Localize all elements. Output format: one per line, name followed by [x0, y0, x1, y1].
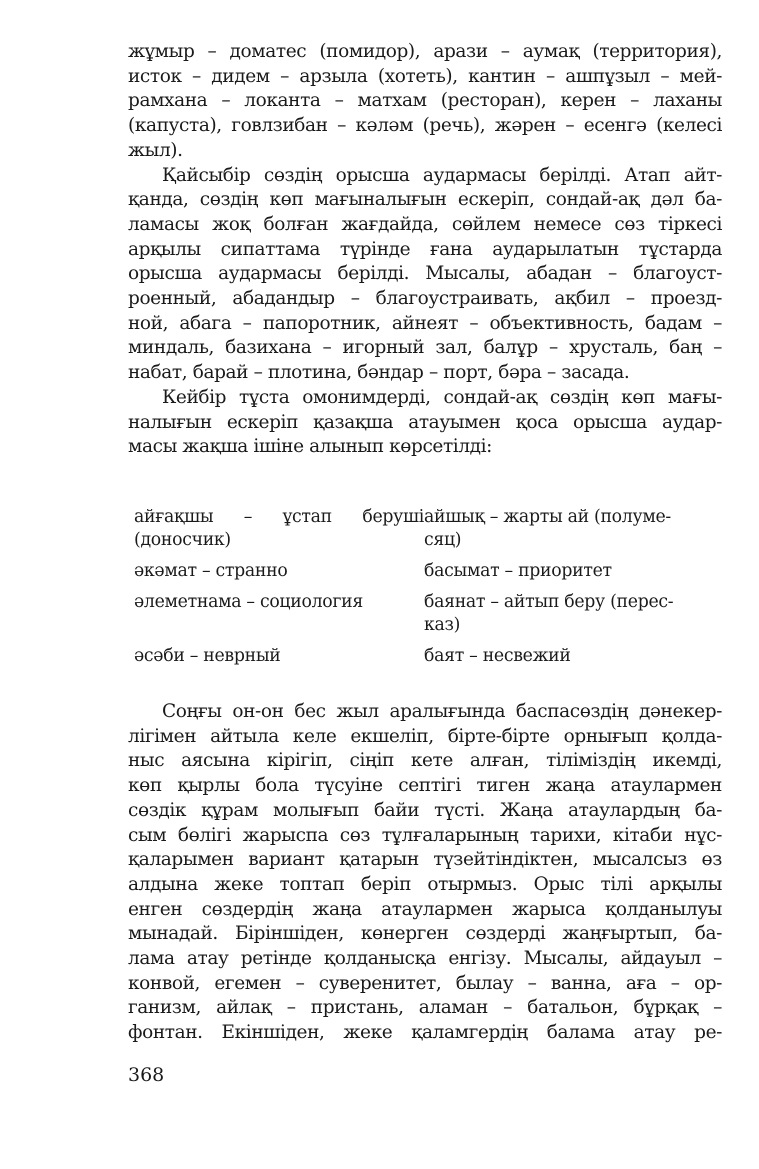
text-line: әлеметнама – социология [134, 592, 363, 612]
word-pair-left [134, 560, 424, 583]
text-line: Кейбір тұста омонимдерді, сондай-ақ сөздің көп мағы- [162, 386, 722, 408]
text-line: лама атау ретінде қолданысқа енгізу. Мысалы, айдауыл – [128, 948, 722, 970]
text-line: исток – дидем – арзыла (хотеть), кантин – ашпұзыл – мей- [128, 65, 722, 87]
text-line: фонтан. Екіншіден, жеке қаламгердің балама атау ре- [128, 1022, 722, 1044]
word-pair-left [134, 591, 424, 637]
text-line: лігімен айтыла келе екшеліп, бірте-бірте орнығып қолда- [128, 725, 722, 747]
text-line: Қайсыбір сөздің орысша аудармасы берілді. Атап айт- [162, 164, 722, 186]
text-line: конвой, егемен – суверенитет, былау – ванна, аға – ор- [128, 972, 722, 994]
word-pair-right [424, 591, 722, 637]
word-pair-row [134, 560, 722, 583]
paragraph-2 [128, 164, 722, 386]
text-line: сяц) [424, 530, 462, 550]
word-pair-right [424, 506, 722, 552]
text-line: жыл). [128, 139, 183, 161]
text-line: басымат – приоритет [424, 561, 612, 581]
text-line: қаларымен вариант қатарын түзейтіндіктен, мысалсыз өз [128, 849, 722, 871]
text-line: ганизм, айлақ – пристань, аламан – батальон, бұрқақ – [128, 997, 722, 1019]
text-line: сым бөлігі жарыспа сөз тұлғаларының тарихи, кітаби нұс- [128, 824, 722, 846]
text-line: мынадай. Біріншіден, көнерген сөздерді жаңғыртып, ба- [128, 923, 722, 945]
page-body [128, 40, 722, 1044]
text-line: енген сөздердің жаңа атаулармен жарыса қолданылуы [128, 898, 722, 920]
text-line: баянат – айтып беру (перес- [424, 592, 674, 612]
paragraph-1 [128, 40, 722, 164]
text-line: (капуста), говлзибан – кәләм (речь), жәрен – есенгә (келесі [128, 115, 722, 137]
word-pair-left [134, 506, 424, 552]
text-line: набат, барай – плотина, бәндар – порт, бәра – засада. [128, 362, 630, 384]
text-line: баят – несвежий [424, 646, 571, 666]
text-line: орысша аудармасы берілді. Мысалы, абадан – благоуст- [128, 263, 722, 285]
word-pair-row [134, 506, 722, 552]
paragraph-4 [128, 700, 722, 1046]
word-pair-right [424, 560, 722, 583]
text-line: ныс аясына кірігіп, сіңіп кете алған, тіліміздің икемді, [128, 750, 722, 772]
text-line: ной, абага – папоротник, айнеят – объективность, бадам – [128, 312, 722, 334]
word-pair-row [134, 591, 722, 637]
text-line: алдына жеке топтап беріп отырмыз. Орыс тілі арқылы [128, 873, 722, 895]
page-number: 368 [128, 1064, 165, 1086]
text-line: әкәмат – странно [134, 561, 288, 581]
text-line: жұмыр – доматес (помидор), арази – аумақ (территория), [128, 41, 722, 62]
text-line: Соңғы он-он бес жыл аралығында баспасөздің дәнекер- [162, 701, 722, 722]
text-line: ламасы жоқ болған жағдайда, сөйлем немесе сөз тіркесі [128, 213, 722, 235]
text-line: масы жақша ішіне алынып көрсетілді: [128, 436, 493, 458]
word-pair-row [134, 645, 722, 668]
text-line: миндаль, базихана – игорный зал, балұр – хрусталь, баң – [128, 337, 722, 359]
word-pairs-list [134, 506, 722, 676]
text-line: рамхана – локанта – матхам (ресторан), керен – лаханы [128, 90, 722, 112]
text-line: әсәби – неврный [134, 646, 281, 666]
text-line: арқылы сипаттама түрінде ғана аударылатын тұстарда [128, 238, 722, 260]
text-line: роенный, абадандыр – благоустраивать, ақбил – проезд- [128, 288, 722, 310]
text-line: айғақшы – ұстап беруші [134, 507, 424, 527]
text-line: налығын ескеріп қазақша атауымен қоса орысша аудар- [128, 411, 722, 433]
text-line: қанда, сөздің көп мағыналығын ескеріп, сондай-ақ дәл ба- [128, 189, 722, 211]
word-pair-right [424, 645, 722, 668]
text-line: көп қырлы бола түсуіне септігі тиген жаңа атаулармен [128, 775, 722, 797]
word-pair-left [134, 645, 424, 668]
text-line: айшық – жарты ай (полуме- [424, 507, 671, 527]
paragraph-3 [128, 386, 722, 460]
text-line: сөздік құрам молығып байи түсті. Жаңа атаулардың ба- [128, 799, 722, 821]
text-line: каз) [424, 615, 461, 635]
text-line: (доносчик) [134, 530, 231, 550]
